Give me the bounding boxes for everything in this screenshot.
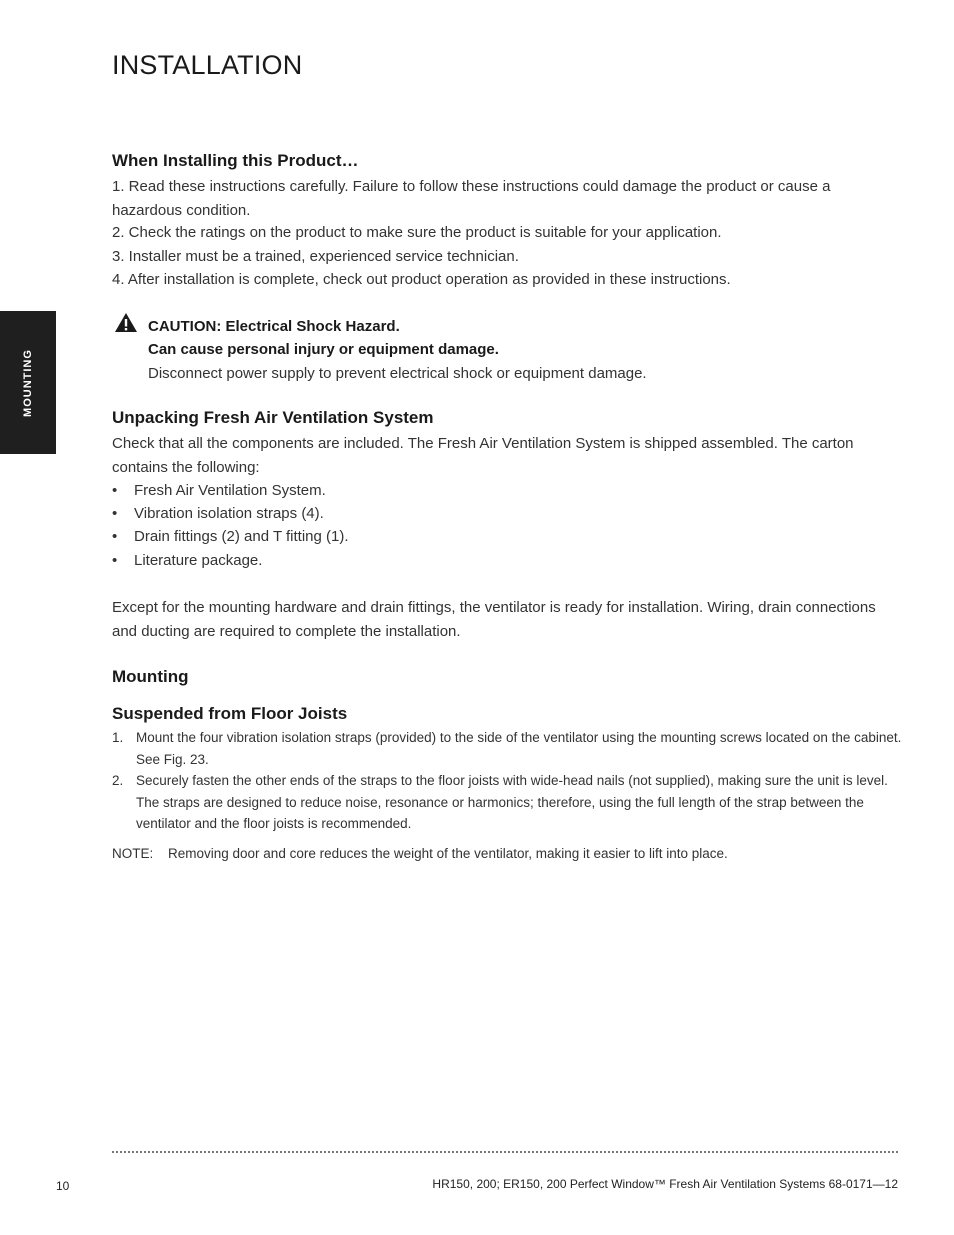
- installing-item-4: 4. After installation is complete, check out product operation as provided in these instructions.: [112, 271, 731, 288]
- page-title: INSTALLATION: [112, 50, 303, 80]
- installing-item-2: 2. Check the ratings on the product to make sure the product is suitable for your application.: [112, 224, 722, 241]
- installing-item-1: 1. Read these instructions carefully. Failure to follow these instructions could damage the product or cause a hazardous condition.: [112, 178, 831, 219]
- caution-title: CAUTION: Electrical Shock Hazard.: [148, 318, 400, 335]
- list-item: • Fresh Air Ventilation System.: [112, 482, 326, 499]
- note-text: Removing door and core reduces the weight of the ventilator, making it easier to lift into place.: [168, 846, 728, 861]
- mounting-step-1: 1. Mount the four vibration isolation straps (provided) to the side of the ventilator using the mounting screws located on the cabinet. See Fig. 23.: [112, 730, 902, 767]
- caution-text: Disconnect power supply to prevent electrical shock or equipment damage.: [148, 365, 647, 382]
- mounting-heading: Mounting: [112, 667, 189, 686]
- list-item: • Drain fittings (2) and T fitting (1).: [112, 528, 349, 545]
- unpacking-heading: Unpacking Fresh Air Ventilation System: [112, 408, 434, 427]
- unpacking-intro: Check that all the components are included. The Fresh Air Ventilation System is shipped assembled. The carton contains the following:: [112, 435, 854, 476]
- document-id: HR150, 200; ER150, 200 Perfect Window™ Fresh Air Ventilation Systems 68-0171—12: [432, 1177, 898, 1191]
- installing-item-3: 3. Installer must be a trained, experienced service technician.: [112, 248, 519, 265]
- mounting-step-2: 2. Securely fasten the other ends of the straps to the floor joists with wide-head nails (not supplied), making sure the unit is level. The straps are designed to reduce noise, resonance or harmonics; therefore, using the full length of the strap between the ventilator and the floor joists is recommended.: [112, 773, 888, 831]
- footer-divider: [112, 1151, 898, 1153]
- list-item: • Literature package.: [112, 552, 263, 569]
- warning-triangle-icon: [114, 312, 138, 333]
- section-side-tab: [0, 311, 56, 454]
- list-item: • Vibration isolation straps (4).: [112, 505, 324, 522]
- caution-subtitle: Can cause personal injury or equipment damage.: [148, 341, 499, 358]
- unpacking-outro: Except for the mounting hardware and drain fittings, the ventilator is ready for installation. Wiring, drain connections and ducting are required to complete the installation.: [112, 599, 876, 640]
- side-tab-label: MOUNTING: [22, 349, 34, 417]
- note-label: NOTE:: [112, 846, 154, 861]
- mounting-subheading: Suspended from Floor Joists: [112, 704, 348, 723]
- page-number: 10: [56, 1179, 70, 1193]
- mounting-note: [112, 843, 728, 864]
- installing-heading: When Installing this Product…: [112, 151, 359, 170]
